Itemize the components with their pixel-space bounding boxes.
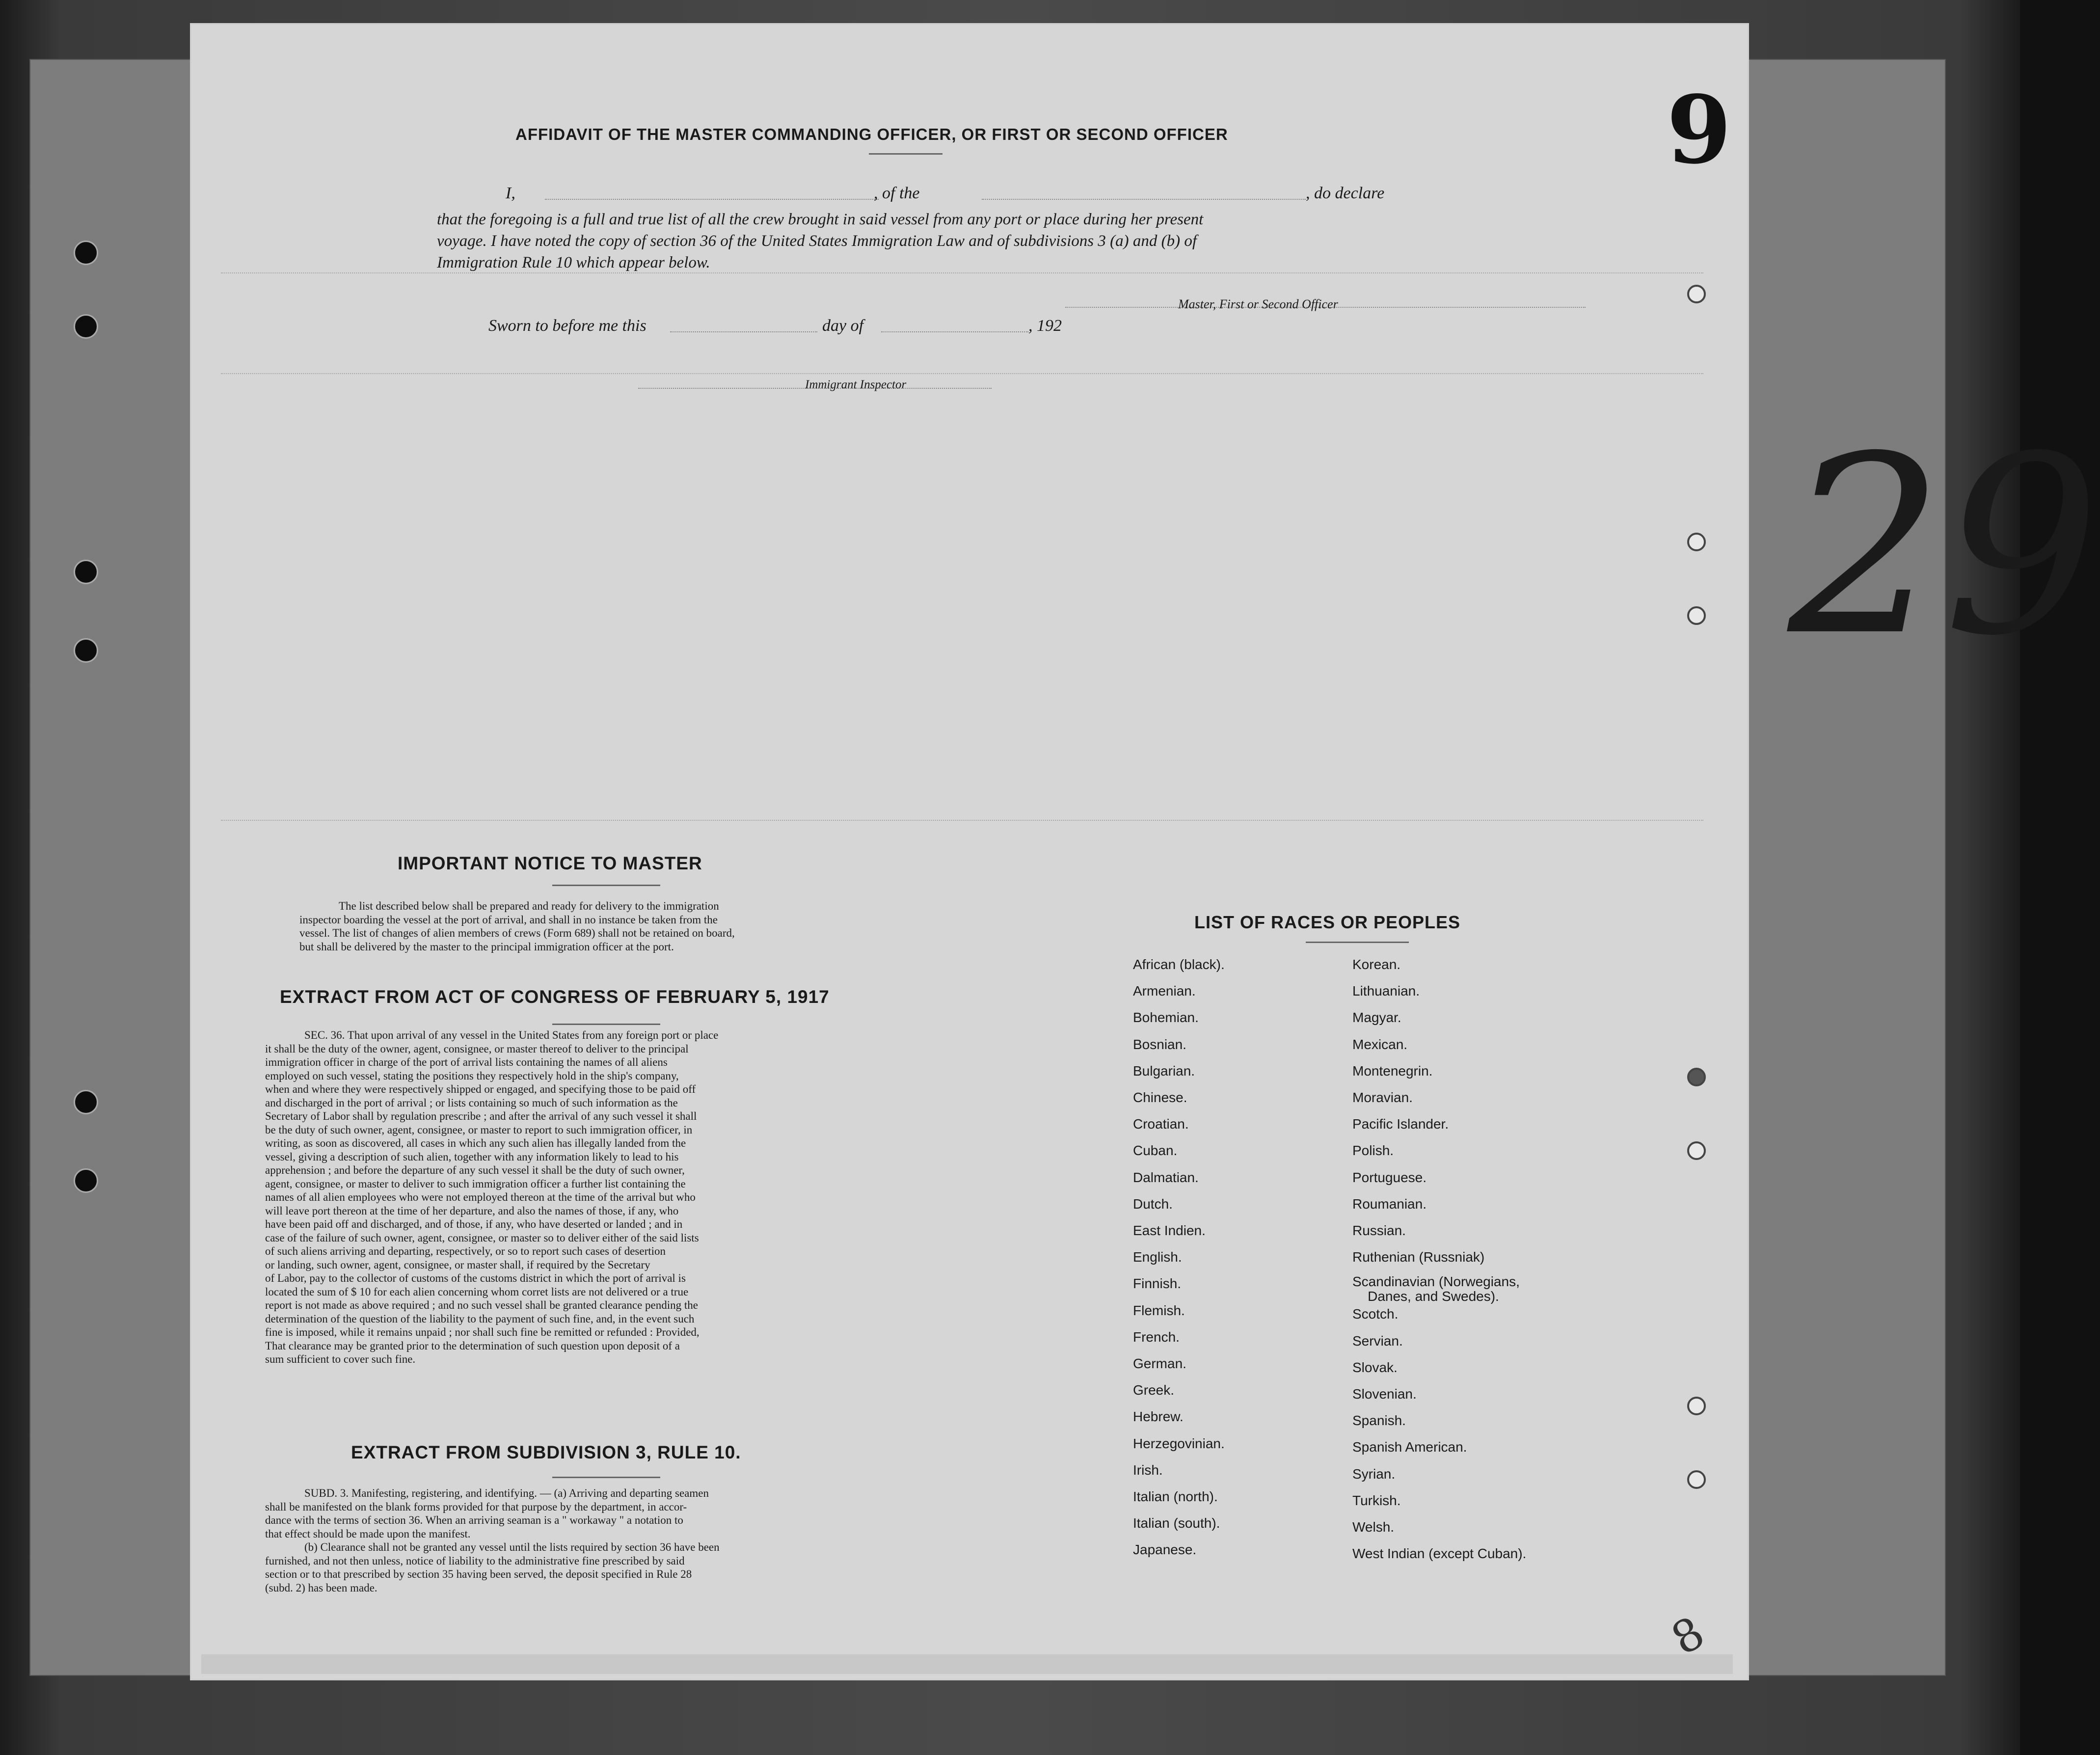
- race-item: Ruthenian (Russniak): [1352, 1249, 1485, 1265]
- punch-hole: [1687, 285, 1706, 303]
- act-line: of Labor, pay to the collector of customs of the customs district in which the port of arrival is: [265, 1272, 686, 1284]
- notice-underline: [552, 885, 660, 886]
- race-item: Italian (south).: [1133, 1515, 1220, 1531]
- notice-line: but shall be delivered by the master to the principal immigration officer at the port.: [299, 940, 674, 953]
- race-item: Spanish.: [1352, 1413, 1406, 1429]
- race-item: Bohemian.: [1133, 1010, 1199, 1026]
- act-line: have been paid off and discharged, and of those, if any, who have deserted or landed ; and in: [265, 1218, 683, 1230]
- race-item: Flemish.: [1133, 1302, 1185, 1318]
- punch-hole: [1687, 606, 1706, 625]
- act-line: names of all alien employees who were not employed thereon at the time of the arrival but who: [265, 1191, 696, 1203]
- act-extract-title: EXTRACT FROM ACT OF CONGRESS OF FEBRUARY 5, 1917: [280, 987, 830, 1007]
- punch-hole: [1687, 533, 1706, 551]
- race-item: Hebrew.: [1133, 1409, 1184, 1425]
- race-item: German.: [1133, 1356, 1186, 1372]
- act-line: employed on such vessel, stating the positions they respectively hold in the ship's company,: [265, 1069, 679, 1082]
- handwritten-sheet-number: 9: [1667, 75, 1732, 185]
- page-edge: [201, 1654, 1733, 1674]
- inspector-caption: Immigrant Inspector: [805, 378, 907, 391]
- act-line: apprehension ; and before the departure of any such vessel it shall be the duty of such owner,: [265, 1164, 685, 1176]
- rule-line: that effect should be made upon the manifest.: [265, 1527, 471, 1540]
- race-item: Welsh.: [1352, 1519, 1395, 1535]
- binder-hole: [74, 1090, 98, 1114]
- race-item: Italian (north).: [1133, 1489, 1218, 1505]
- notice-line: vessel. The list of changes of alien members of crews (Form 689) shall not be retained on board,: [299, 927, 735, 939]
- handwritten-corner-number: 8: [1663, 1606, 1713, 1666]
- act-line: will leave port thereon at the time of her departure, and also the names of those, if any, who: [265, 1204, 679, 1217]
- sworn-day-of: day of: [822, 317, 864, 335]
- act-line: That clearance may be granted prior to the determination of such question upon deposit of a: [265, 1339, 680, 1352]
- act-line: be the duty of such owner, agent, consignee, or master to report to such immigration officer, in: [265, 1123, 693, 1136]
- race-item: French.: [1133, 1329, 1180, 1345]
- races-title: LIST OF RACES OR PEOPLES: [1194, 912, 1461, 932]
- rule-line: shall be manifested on the blank forms provided for that purpose by the department, in accor-: [265, 1500, 687, 1513]
- race-item: African (black).: [1133, 957, 1225, 972]
- notice-text: [299, 899, 913, 953]
- binder-hole: [74, 1168, 98, 1193]
- month-blank: [881, 331, 1028, 332]
- race-item: Irish.: [1133, 1462, 1163, 1478]
- act-line: immigration officer in charge of the port of arrival lists containing the names of all aliens: [265, 1056, 668, 1068]
- sworn-line: [488, 317, 1372, 336]
- rule-extract-underline: [552, 1477, 660, 1478]
- act-line: case of the failure of such owner, agent, consignee, or master so to deliver either of the said lists: [265, 1231, 699, 1244]
- binder-hole: [74, 638, 98, 663]
- race-item: Russian.: [1352, 1223, 1406, 1239]
- race-item: Finnish.: [1133, 1276, 1182, 1292]
- race-item: Portuguese.: [1352, 1169, 1427, 1185]
- declare-I: I,: [506, 184, 515, 202]
- race-item: Greek.: [1133, 1382, 1175, 1398]
- affidavit-title: AFFIDAVIT OF THE MASTER COMMANDING OFFICER, OR FIRST OR SECOND OFFICER: [515, 125, 1228, 143]
- binder-hole: [74, 241, 98, 265]
- act-line: writing, as soon as discovered, all cases in which any such alien has illegally landed from the: [265, 1137, 686, 1149]
- rule-line: SUBD. 3. Manifesting, registering, and identifying. — (a) Arriving and departing seamen: [304, 1487, 709, 1499]
- binder-hole: [74, 314, 98, 339]
- title-underline: [869, 153, 942, 155]
- manifest-page: [191, 25, 1748, 1679]
- race-item: Servian.: [1352, 1333, 1403, 1349]
- act-line: fine is imposed, while it remains unpaid ; nor shall such fine be remitted or refunded : Provided,: [265, 1326, 700, 1338]
- affidavit-body-line: Immigration Rule 10 which appear below.: [437, 254, 710, 271]
- rule-line: section or to that prescribed by section 35 having been served, the deposit specified in Rule 28: [265, 1568, 692, 1580]
- rule-line: (b) Clearance shall not be granted any vessel until the lists required by section 36 have been: [304, 1541, 720, 1553]
- race-item: Turkish.: [1352, 1492, 1401, 1508]
- punch-hole: [1687, 1068, 1706, 1086]
- rule-extract-title: EXTRACT FROM SUBDIVISION 3, RULE 10.: [351, 1442, 741, 1462]
- act-line: SEC. 36. That upon arrival of any vessel in the United States from any foreign port or place: [304, 1029, 719, 1041]
- act-line: located the sum of $ 10 for each alien concerning whom corret lists are not delivered or a true: [265, 1285, 689, 1298]
- races-underline: [1306, 942, 1409, 943]
- officer-caption: Master, First or Second Officer: [1178, 297, 1338, 311]
- race-item: Armenian.: [1133, 983, 1196, 999]
- race-item: Scandinavian (Norwegians, Danes, and Swedes).: [1352, 1274, 1520, 1304]
- notice-line: The list described below shall be prepared and ready for delivery to the immigration: [339, 900, 719, 912]
- affidavit-body-line: voyage. I have noted the copy of section 36 of the United States Immigration Law and of subdivisions 3 (a) and (b) of: [437, 232, 1197, 250]
- rule-extract-text: [265, 1486, 947, 1594]
- race-item: Magyar.: [1352, 1010, 1401, 1026]
- act-line: and discharged in the port of arrival ; or lists containing so much of such information as the: [265, 1096, 678, 1109]
- race-item: Korean.: [1352, 957, 1401, 972]
- act-line: report is not made as above required ; and no such vessel shall be granted clearance pending the: [265, 1299, 698, 1311]
- rule-line: furnished, and not then unless, notice of liability to the administrative fine prescribed by said: [265, 1554, 685, 1567]
- day-blank: [670, 331, 817, 332]
- race-item: Chinese.: [1133, 1090, 1187, 1106]
- race-item: Pacific Islander.: [1352, 1116, 1449, 1132]
- act-line: it shall be the duty of the owner, agent, consignee, or master thereof to deliver to the principal: [265, 1042, 689, 1055]
- race-item: Syrian.: [1352, 1466, 1396, 1482]
- race-item: Dutch.: [1133, 1196, 1173, 1212]
- act-line: vessel, giving a description of such alien, together with any information likely to lead to his: [265, 1150, 679, 1163]
- vessel-blank: [982, 199, 1306, 200]
- punch-hole: [1687, 1397, 1706, 1415]
- punch-hole: [1687, 1141, 1706, 1160]
- form-rule: [221, 373, 1703, 374]
- act-line: or landing, such owner, agent, consignee, or master shall, if required by the Secretary: [265, 1258, 650, 1271]
- affidavit-body-line: that the foregoing is a full and true list of all the crew brought in said vessel from any port or place during her present: [437, 211, 1204, 228]
- act-extract-text: [265, 1028, 947, 1366]
- race-item: Moravian.: [1352, 1090, 1413, 1106]
- race-item: Herzegovinian.: [1133, 1435, 1225, 1451]
- sworn-year: , 192: [1028, 317, 1062, 335]
- race-item: Scotch.: [1352, 1306, 1399, 1322]
- binder-hole: [74, 560, 98, 584]
- race-item: Montenegrin.: [1352, 1063, 1433, 1079]
- race-item: Slovak.: [1352, 1359, 1398, 1375]
- act-line: Secretary of Labor shall by regulation prescribe ; and after the arrival of any such vessel it shall: [265, 1110, 697, 1122]
- act-extract-underline: [552, 1024, 660, 1025]
- race-item: Polish.: [1352, 1143, 1394, 1159]
- race-item: Mexican.: [1352, 1036, 1408, 1052]
- handwritten-stamp-number: 29: [1788, 404, 2100, 689]
- sworn-before: Sworn to before me this: [488, 317, 646, 335]
- act-line: sum sufficient to cover such fine.: [265, 1353, 416, 1365]
- race-item: Cuban.: [1133, 1143, 1178, 1159]
- races-left-column: [1133, 951, 1225, 1564]
- race-item: Slovenian.: [1352, 1386, 1417, 1402]
- race-item: Spanish American.: [1352, 1439, 1467, 1455]
- notice-line: inspector boarding the vessel at the port of arrival, and shall in no instance be taken from the: [299, 913, 718, 926]
- race-item: Japanese.: [1133, 1542, 1197, 1558]
- notice-title: IMPORTANT NOTICE TO MASTER: [398, 853, 702, 873]
- race-item: West Indian (except Cuban).: [1352, 1546, 1527, 1562]
- race-item: Bulgarian.: [1133, 1063, 1195, 1079]
- act-line: agent, consignee, or master to deliver to such immigration officer a further list containing the: [265, 1177, 686, 1190]
- punch-hole: [1687, 1470, 1706, 1489]
- declare-of-the: , of the: [874, 184, 920, 202]
- rule-line: (subd. 2) has been made.: [265, 1581, 377, 1594]
- race-item: Lithuanian.: [1352, 983, 1420, 999]
- declare-line: [486, 184, 1586, 204]
- race-item: English.: [1133, 1249, 1182, 1265]
- act-line: determination of the question of the liability to the payment of such fine, and, in the event such: [265, 1312, 695, 1325]
- act-line: of such aliens arriving and departing, respectively, or so to report such cases of desertion: [265, 1245, 666, 1257]
- races-right-column: [1352, 951, 1526, 1567]
- name-blank: [545, 199, 879, 200]
- affidavit-body: [437, 209, 1595, 273]
- race-item: Roumanian.: [1352, 1196, 1427, 1212]
- form-rule: [221, 820, 1703, 821]
- race-item: East Indien.: [1133, 1223, 1206, 1239]
- declare-end: , do declare: [1306, 184, 1385, 202]
- rule-line: dance with the terms of section 36. When an arriving seaman is a " workaway " a notation to: [265, 1514, 683, 1526]
- race-item: Bosnian.: [1133, 1036, 1186, 1052]
- act-line: when and where they were respectively shipped or engaged, and specifying those to be paid off: [265, 1083, 696, 1095]
- race-item: Croatian.: [1133, 1116, 1189, 1132]
- race-item: Dalmatian.: [1133, 1169, 1199, 1185]
